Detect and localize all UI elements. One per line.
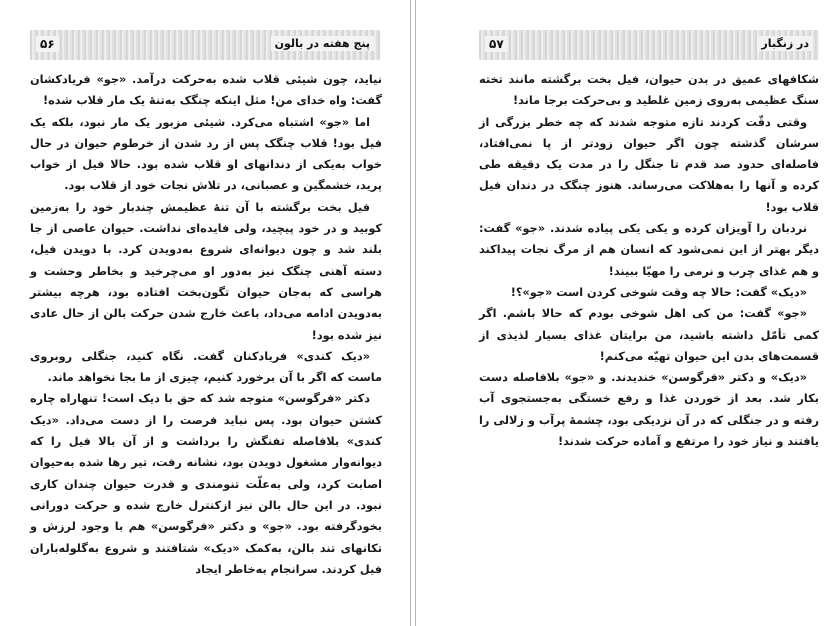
paragraph: شکافهای عمیق در بدن حیوان، فیل بخت برگشته مانند تخته سنگ عظیمی به‌روی زمین غلطید و بی‌حرکت برجا ماند! — [479, 73, 819, 108]
left-body-text — [30, 69, 382, 580]
right-page-number: ۵۷ — [485, 36, 508, 52]
left-page-header — [30, 30, 380, 60]
paragraph: «دیک» و دکتر «فرگوسن» خندیدند. و «جو» بلافاصله دست بکار شد. بعد از خوردن غذا و رفع خستگی به‌جستجوی آب رفته و در جنگلی که در آن نزدیکی بود، چشمهٔ پرآب و زلالی را یافتند و نیاز خود را مرتفع و آماده حرکت شدند! — [479, 371, 819, 449]
right-running-title: در زنگبار — [757, 36, 813, 51]
gutter-divider — [415, 0, 416, 626]
right-body-text — [479, 69, 819, 452]
paragraph: دکتر «فرگوسن» متوجه شد که حق با دیک است! تنهاراه چاره کشتن حیوان بود. پس نباید فرصت را از دست می‌داد. «دیک کندی» بلافاصله تفنگش را برداشت و از آن بالا فیل را که دیوانه‌وار مشغول دویدن بود، نشانه رفت، تیر رها شده به‌حیوان اصابت کرد، ولی به‌علّت تنومندی و قدرت حیوان چندان کاری نبود. در این حال بالن نیز ازکنترل خارج شده و حرکت دورانی بخودگرفته بود. «جو» و دکتر «فرگوسن» هم با وجود لرزش و تکانهای تند بالن، به‌کمک «دیک» شتافتند و شروع به‌گلوله‌باران فیل کردند. سرانجام به‌خاطر ایجاد — [30, 392, 382, 576]
paragraph: وقتی دقّت کردند تازه متوجه شدند که چه خطر بزرگی از سرشان گذشته چون اگر حیوان زودتر از پا نمی‌افتاد، فاصله‌ای حدود صد قدم تا جنگل را در مدت یک دقیقه طی کرده و آنها را به‌هلاکت می‌رساند. هنوز چنگک در دندان فیل قلاب بود! — [479, 115, 819, 214]
left-running-title: پنج هفته در بالون — [271, 36, 374, 51]
right-page-header — [479, 30, 819, 60]
left-page — [0, 0, 406, 626]
paragraph: «دیک کندی» فریادکنان گفت. نگاه کنید، جنگلی روبروی ماست که اگر با آن برخورد کنیم، چیزی از ما بجا نخواهد ماند. — [30, 349, 382, 385]
paragraph: نردبان را آویزان کرده و یکی یکی پیاده شدند. «جو» گفت: دیگر بهتر از این نمی‌شود که انسان هم از مرگ نجات پیداکند و هم غذای چرب و نرمی را مهیّا ببیند! — [479, 222, 819, 278]
left-page-number: ۵۶ — [36, 36, 59, 52]
paragraph: نیاید، چون شیئی قلاب شده به‌حرکت درآمد. «جو» فریادکشان گفت: واه خدای من! مثل اینکه چنگک به‌تنهٔ یک مار قلاب شده! — [30, 73, 382, 108]
gutter-divider — [410, 0, 411, 626]
paragraph: «دیک» گفت: حالا چه وقت شوخی کردن است «جو»؟! — [510, 285, 807, 299]
paragraph: فیل بخت برگشته با آن تنهٔ عظیمش چندبار خود را به‌زمین کوبید و در خود پیچید، ولی فایده‌ای نداشت. حیوان عاصی از جا بلند شد و چون دیوانه‌ای شروع به‌دویدن کرد. با دویدن فیل، دسته آهنی چنگک نیز به‌دور او می‌چرخید و بخاطر وحشت و هراسی که به‌جان حیوان تگون‌بخت افتاده بود، هرچه بیشتر به‌دویدن ادامه می‌داد، باعث خارج شدن حرکت بالن از حال عادی نیز شده بود! — [30, 200, 382, 342]
paragraph: اما «جو» اشتباه می‌کرد. شیئی مزبور یک مار نبود، بلکه یک فیل بود! قلاب چنگک پس از رد شدن از خرطوم حیوان در حال خواب به‌یکی از دندانهای او قلاب شده بود. حالا فیل از خواب پرید، خشمگین و عصبانی، در تلاش نجات خود از قلاب بود. — [30, 115, 382, 193]
right-page — [424, 0, 838, 626]
paragraph: «جو» گفت: من کی اهل شوخی بودم که حالا باشم. اگر کمی تأمّل داشته باشید، من برایتان غذای بسیار لذیذی از قسمت‌های بدن این حیوان تهیّه می‌کنم! — [479, 307, 819, 363]
